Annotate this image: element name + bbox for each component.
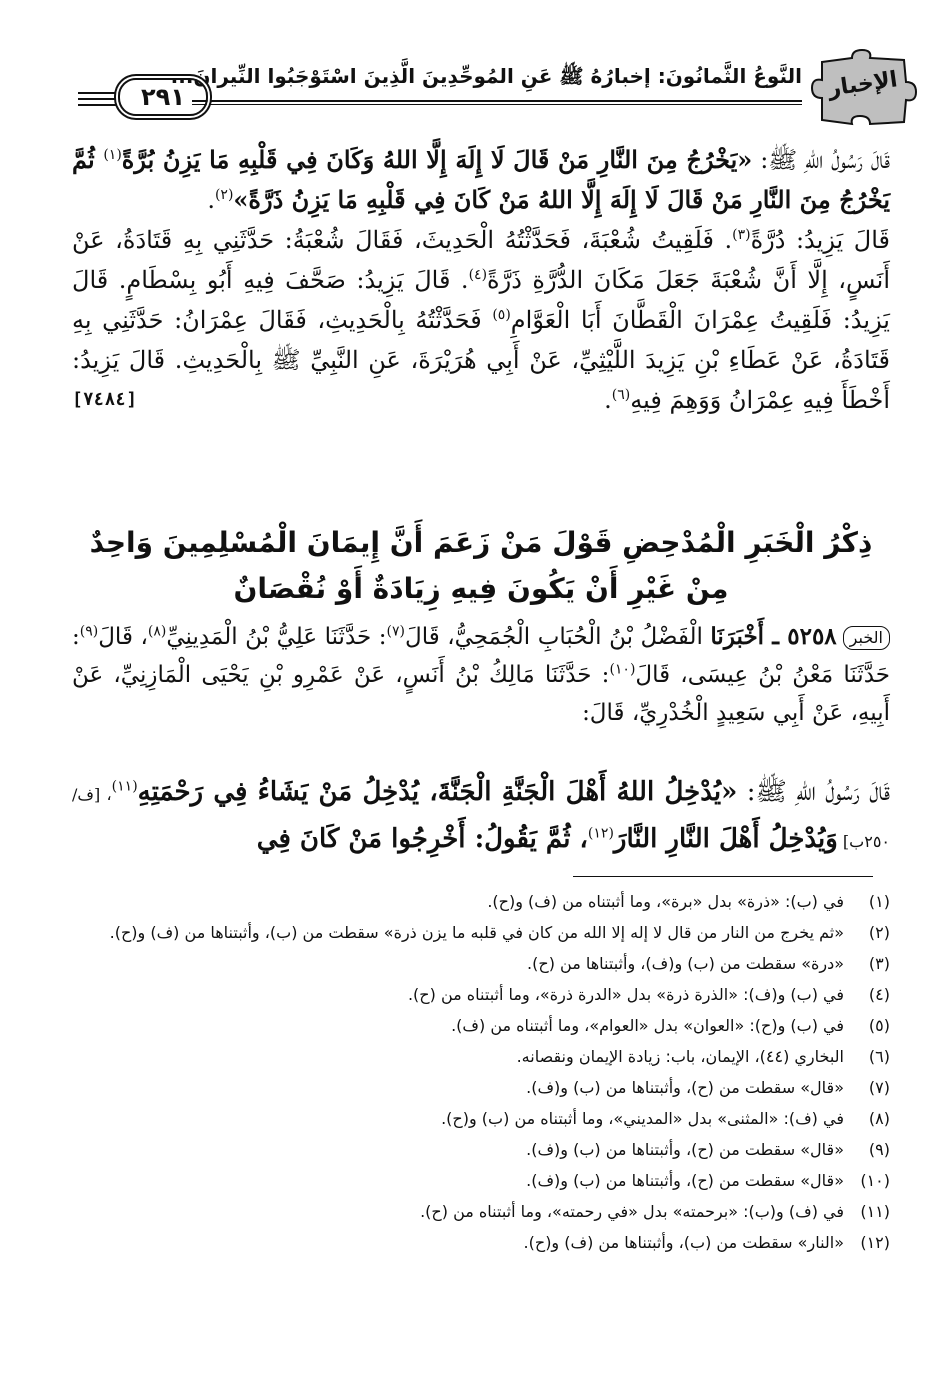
hadith-text: «يَخْرُجُ مِنَ النَّارِ مَنْ قَالَ لَا إِلَهَ إِلَّا اللهُ وَكَانَ فِي قَلْبِهِ مَا يَزِنُ بُرَّةً [121,145,753,174]
footnote-number: (١) [868,892,890,911]
section-title [72,520,890,612]
paragraph-3 [72,618,890,732]
hadith-number: ٥٢٥٨ [787,623,837,650]
footnote [72,1165,890,1196]
footnote [72,1227,890,1258]
narration-lead: قَالَ رَسُولُ اللهِ ﷺ: [752,146,890,174]
section-title-line-2: مِنْ غَيْرِ أَنْ يَكُونَ فِيهِ زِيَادَةٌ أَوْ نُقْصَانٌ [233,572,729,605]
footnote-text: «قال» سقطت من (ح)، وأثبتناها من (ب) و(ف). [526,1140,844,1159]
footnote-number: (٦) [868,1047,890,1066]
text-run: ، قَالَ [98,624,148,650]
footnote-text: في (ب) و(ح): «العوان» بدل «العوام»، وما أثبتناه من (ف). [451,1016,844,1035]
akhbarna-word: أَخْبَرَنَا [710,623,765,650]
text-run: : حَدَّثَنَا مَعْنُ بْنُ عِيسَى، قَالَ [72,624,890,688]
footnote [72,1072,890,1103]
page-number: ٢٩١ [118,78,208,116]
footnote-ref: (١) [103,147,122,163]
puzzle-piece-icon [808,48,918,128]
footnote [72,1103,890,1134]
footnote-number: (٩) [868,1140,890,1159]
punctuation: . [604,386,612,414]
paragraph-2 [72,220,890,420]
footnote-ref: (١٠) [609,661,636,678]
text-run: الْفَضْلُ بْنُ الْحُبَابِ الْجُمَحِيُّ، قَالَ [404,624,711,650]
footnote [72,979,890,1010]
left-rule [78,104,118,106]
text-run: : حَدَّثَنَا عَلِيُّ بْنُ الْمَدِينِيِّ [166,624,387,650]
footnote-ref: (١٢) [587,825,614,842]
header-rule-thin [192,104,802,105]
footnote-ref: (٧) [386,623,405,640]
footnote-ref: (٢) [214,187,234,203]
khabar-badge-icon: الخبر [843,626,890,650]
footnotes [72,886,890,1258]
footnote-text: «درة» سقطت من (ب) و(ف)، وأثبتناها من (ح). [527,954,844,973]
footnote [72,1010,890,1041]
footnote-ref: (٣) [732,227,751,243]
footnote-number: (٧) [868,1078,890,1097]
hadith-text: ، ثُمَّ يَقُولُ: أَخْرِجُوا مَنْ كَانَ فِي [256,824,588,854]
footnote-number: (٨) [868,1109,890,1128]
footnote-number: (٤) [868,985,890,1004]
footnote-ref: (٥) [492,307,511,323]
hadith-reference-number: [٧٤٨٤] [72,389,138,410]
hadith-text: وَيُدْخِلُ أَهْلَ النَّارِ النَّارَ [613,824,838,854]
footnote-number: (٣) [868,954,890,973]
main-text [72,140,890,420]
footnote-ref: (١١) [111,778,138,795]
text-run: . فَلَقِيتُ شُعْبَةَ، فَحَدَّثْتُهُ الْحَدِيثَ، فَقَالَ شُعْبَةُ: حَدَّثَنِي بِهِ قَتَادَةُ، عَنْ أَنَسٍ، إِلَّا أَنَّ شُعْبَةَ جَعَلَ مَكَانَ الدُّرَّةِ ذَرَّةً [72,226,890,294]
dash: ـ [764,623,788,650]
footnote-number: (٢) [868,923,890,942]
manuscript-folio-marker: ، [ف/ ٢٥٠ب] [72,785,890,851]
footnote-separator [573,876,873,877]
footnote-text: «ثم يخرج من النار من قال لا إله إلا الله من كان في قلبه ما يزن ذرة» سقطت من (ب)، وأثبتناها من (ف) و(ح). [109,923,844,942]
footnote-number: (٥) [868,1016,890,1035]
hadith-text: ثُمَّ يَخْرُجُ مِنَ النَّارِ مَنْ قَالَ لَا إِلَهَ إِلَّا اللهُ مَنْ كَانَ فِي قَلْبِهِ مَا يَزِنُ ذَرَّةً» [72,145,890,214]
footnote-text: «قال» سقطت من (ح)، وأثبتناها من (ب) و(ف). [526,1078,844,1097]
footnote-ref: (٨) [147,623,167,640]
footnote-number: (١٠) [860,1171,890,1190]
footnote-text: «قال» سقطت من (ح)، وأثبتناها من (ب) و(ف). [526,1171,844,1190]
paragraph-4 [72,770,890,864]
hadith-text: «يُدْخِلُ اللهُ أَهْلَ الْجَنَّةِ الْجَنَّةَ، يُدْخِلُ مَنْ يَشَاءُ فِي رَحْمَتِهِ [137,777,738,807]
page-header [72,48,900,128]
left-rule [78,98,118,100]
footnote-number: (١٢) [860,1233,890,1252]
footnote-number: (١١) [860,1202,890,1221]
footnote-text: في (ف) و(ب): «برحمته» بدل «في رحمته»، وما أثبتناه من (ح). [420,1202,844,1221]
footnote-text: في (ب) و(ف): «الذرة ذرة» بدل «الدرة ذرة»، وما أثبتناه من (ح). [407,985,844,1004]
section-title-line-1: ذِكْرُ الْخَبَرِ الْمُدْحِضِ قَوْلَ مَنْ زَعَمَ أَنَّ إِيمَانَ الْمُسْلِمِينَ وَاحِدٌ [89,526,873,559]
header-rule [192,100,802,102]
footnote-text: في (ب): «ذرة» بدل «برة»، وما أثبتناه من (ف) و(ح). [487,892,844,911]
footnote-ref: (٩) [79,623,99,640]
footnote-ref: (٦) [611,387,631,403]
footnote [72,1134,890,1165]
footnote [72,917,890,948]
text-run: فَحَدَّثْتُهُ بِالْحَدِيثِ، فَقَالَ عِمْرَانُ: حَدَّثَنِي بِهِ قَتَادَةُ، عَنْ عَطَاءِ بْنِ يَزِيدَ اللَّيْثِيِّ، عَنْ أَبِي هُرَيْرَةَ، عَنِ النَّبِيِّ ﷺ بِالْحَدِيثِ. قَالَ يَزِيدُ: أَخْطَأَ فِيهِ عِمْرَانُ وَوَهِمَ فِيهِ [72,306,890,414]
punctuation: . [207,186,215,214]
running-title: النَّوعُ الثَّمانُونَ: إخبارُهُ ﷺ عَنِ المُوحِّدِينَ الَّذِينَ اسْتَوْجَبُوا النِّيرانَ... [170,64,802,88]
narration-lead: قَالَ رَسُولُ اللهِ ﷺ: [737,777,890,807]
footnote [72,1196,890,1227]
footnote-text: «النار» سقطت من (ب)، وأثبتناها من (ف) و(ح). [523,1233,844,1252]
text-run: قَالَ يَزِيدُ: دُرَّةً [750,226,890,254]
paragraph-1 [72,140,890,220]
text-run: : حَدَّثَنَا مَالِكُ بْنُ أَنَسٍ، عَنْ عَمْرِو بْنِ يَحْيَى الْمَازِنِيِّ، عَنْ أَبِيهِ، عَنْ أَبِي سَعِيدٍ الْخُدْرِيِّ، قَالَ: [72,662,890,726]
footnote [72,1041,890,1072]
footnote-ref: (٤) [468,267,488,283]
footnote-text: البخاري (٤٤)، الإيمان، باب: زيادة الإيمان ونقصانه. [516,1047,844,1066]
isnad-text [72,618,890,732]
puzzle-label: الإخبار [826,67,900,102]
footnote-text: في (ف): «المثنى» بدل «المديني»، وما أثبتناه من (ب) و(ح). [441,1109,844,1128]
left-rule [78,92,118,94]
text-run: . قَالَ يَزِيدُ: صَحَّفَ فِيهِ أَبُو بِسْطَامٍ. قَالَ يَزِيدُ: فَلَقِيتُ عِمْرَانَ الْقَطَّانَ أَبَا الْعَوَّامِ [72,266,890,334]
matn-text [72,770,890,864]
footnote [72,886,890,917]
footnote [72,948,890,979]
